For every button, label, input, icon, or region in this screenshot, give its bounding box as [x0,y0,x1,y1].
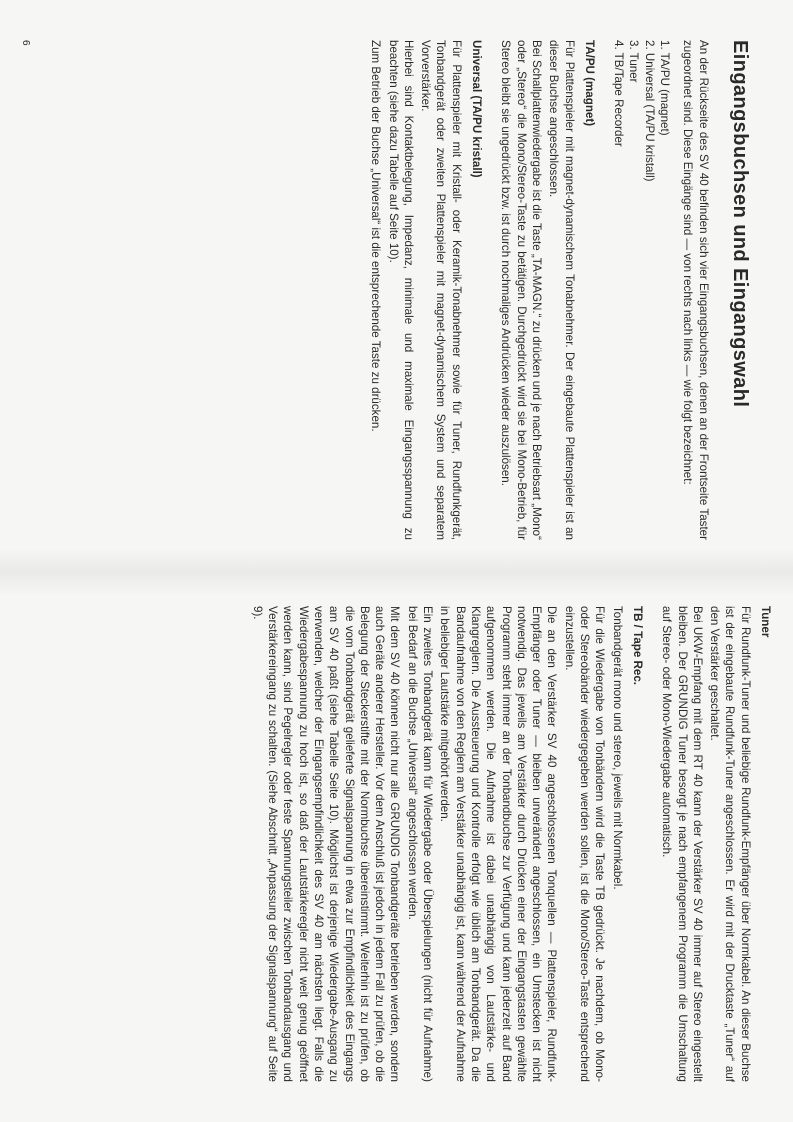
section-universal [368,40,484,540]
page-title: Eingangsbuchsen und Eingangswahl [729,40,751,408]
section-paragraph: Für Plattenspieler mit magnet-dynamischem Tonabnehmer. Der eingebaute Plattenspieler ist an dieser Buchse angeschlossen. [547,40,576,540]
section-paragraph: Die an den Verstärker SV 40 angeschlossenen Tonquellen — Plattenspieler, Rundfunk-Empfänger oder Tuner — bleiben unverändert angeschlossen, ein Umstecken ist nicht notwendig. Das jeweils am Verstärker durch Drücken einer der Eingangstasten gewählte Programm steht immer an der Tonbandbuchse zur Verfügung und kann jederzeit auf Band aufgenommen werden. Die Aufnahme ist dabei unabhängig von Lautstärke- und Klangreglern. Die Aussteuerung und Kontrolle erfolgt wie üblich am Tonbandgerät. Da die Bandaufnahme von den Reglern am Verstärker unabhängig ist, kann während der Aufnahme in beliebiger Lautstärke mitgehört werden. [438,606,559,1082]
section-heading: Universal (TA/PU kristall) [470,40,484,178]
section-heading: TA/PU (magnet) [582,40,596,127]
section-paragraph: Zum Betrieb der Buchse „Universal“ ist die entsprechende Taste zu drücken. [369,40,383,432]
page-fold-shadow [0,548,793,596]
input-list [611,40,672,540]
intro-paragraph: An der Rückseite des SV 40 befinden sich vier Eingangsbuchsen, denen an der Frontseite Taster zugeordnet sind. Diese Eingänge sind — von rechts nach links — wie folgt bezeichnet: [681,40,710,540]
input-item: 1. TA/PU (magnet) [658,40,672,136]
section-paragraph: Tonbandgerät mono und stereo, jeweils mit Normkabel. [610,606,624,890]
right-column [248,606,774,1082]
input-item: 4. TB/Tape Recorder [612,40,626,147]
section-paragraph: Bei Schallplattenwiedergabe ist die Taste „TA-MAGN.“ zu drücken und je nach Betriebsart „Mono“ oder „Stereo“ die Mono/Stereo-Taste zu betätigen. Durchgedrückt wird sie bei Mono-Betrieb, für Stereo bleibt sie ungedrückt bzw. ist durch nochmaliges Andrücken wieder auszulösen. [499,40,543,540]
section-tb-tape [250,606,645,1082]
section-tuner [659,606,773,1082]
section-paragraph: Für die Wiedergabe von Tonbändern wird die Taste TB gedrückt. Je nachdem, ob Mono- oder Stereobänder wiedergegeben werden sollen, ist die Mono/Stereo-Taste entsprechend einzustellen. [562,606,607,1082]
section-heading: Tuner [759,606,772,638]
page-number: 6 [20,40,31,46]
left-column [366,40,759,540]
section-paragraph: Für Plattenspieler mit Kristall- oder Keramik-Tonabnehmer sowie für Tuner, Rundfunkgerät, Tonbandgerät oder zweiten Plattenspieler mit magnet-dynamischem System und separatem Vorverstärker. [419,40,463,540]
section-heading: TB / Tape Rec. [630,606,644,686]
section-paragraph: Für Rundfunk-Tuner und beliebige Rundfunk-Empfänger über Normkabel. An dieser Buchse ist der eingebaute Rundfunk-Tuner angeschlossen. Er wird mit der Drucktaste „Tuner“ auf den Verstärker geschaltet. [708,606,752,1082]
input-item: 2. Universal (TA/PU kristall) [642,40,656,182]
section-paragraph: Mit dem SV 40 können nicht nur alle GRUNDIG Tonbandgeräte betrieben werden, sondern auch Geräte anderer Hersteller. Vor dem Anschluß ist jedoch in jedem Fall zu prüfen, ob die Belegung der Steckerstifte mit der Normbuchse übereinstimmt. Weiterhin ist zu prüfen, ob die vom Tonbandgerät gelieferte Signalspannung in etwa zur Empfindlichkeit des Eingangs am SV 40 paßt (siehe Tabelle Seite 10). Möglichst ist derjenige Wiedergabe-Ausgang zu verwenden, welcher der Eingangsempfindlichkeit des SV 40 am nächsten liegt. Falls die Wiedergabespannung zu hoch ist, so daß der Lautstärkeregler nicht weit genug geöffnet werden kann, sind Pegelregler oder feste Spannungsteiler zwischen Tonbandausgang und Verstärkereingang zu schalten. (Siehe Abschnitt „Anpassung der Signalspannung“ auf Seite 9). [250,606,402,1082]
section-paragraph: Hierbei sind Kontaktbelegung, Impedanz, minimale und maximale Eingangsspannung zu beachten (siehe dazu Tabelle auf Seite 10). [386,40,415,540]
section-paragraph: Bei UKW-Empfang mit dem RT 40 kann der Verstärker SV 40 immer auf Stereo eingestellt bleiben. Der GRUNDIG Tuner besorgt je nach empfangenem Programm die Umschaltung auf Stereo- oder Mono-Wiedergabe automatisch. [660,606,704,1082]
section-paragraph: Ein zweites Tonbandgerät kann für Wiedergabe oder Überspielungen (nicht für Aufnahme) bei Bedarf an die Buchse „Universal“ angeschlossen werden. [405,606,435,1082]
section-ta-pu-magnet [498,40,597,540]
input-item: 3. Tuner [627,40,641,83]
